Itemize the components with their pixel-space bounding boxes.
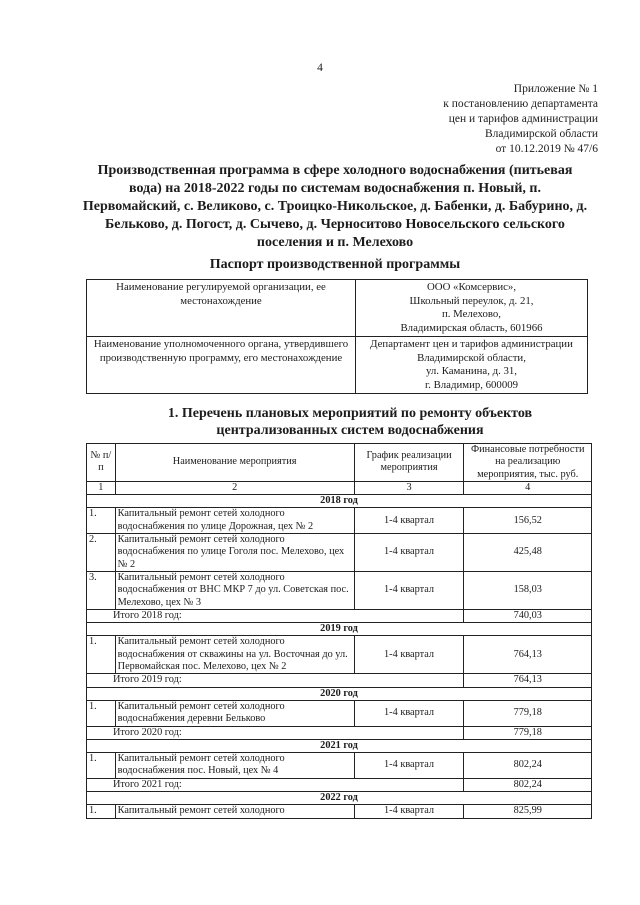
table-row	[87, 508, 592, 534]
item-amount: 764,13	[464, 636, 592, 674]
page-number: 4	[317, 62, 323, 74]
passport-value-line: Владимирской области,	[417, 351, 526, 364]
item-num: 1.	[87, 805, 116, 818]
total-value: 740,03	[464, 609, 592, 622]
total-value: 779,18	[464, 726, 592, 739]
year-label: 2018 год	[87, 495, 592, 508]
passport-value-line: Владимирская область, 601966	[400, 321, 543, 334]
total-value: 802,24	[464, 778, 592, 791]
item-schedule: 1-4 квартал	[354, 534, 464, 572]
header-name: Наименование мероприятия	[115, 444, 354, 482]
total-label: Итого 2018 год:	[87, 609, 464, 622]
item-amount: 156,52	[464, 508, 592, 534]
year-label: 2020 год	[87, 687, 592, 700]
item-amount: 802,24	[464, 753, 592, 779]
passport-value-line: г. Владимир, 600009	[424, 378, 519, 391]
year-row	[87, 792, 592, 805]
passport-table	[86, 279, 588, 394]
item-num: 2.	[87, 534, 116, 572]
total-row	[87, 726, 592, 739]
appendix-line: Владимирской области	[484, 128, 598, 140]
table-row	[87, 805, 592, 818]
item-schedule: 1-4 квартал	[354, 571, 464, 609]
year-row	[87, 687, 592, 700]
item-num: 1.	[87, 508, 116, 534]
document-title: Производственная программа в сфере холодного водоснабжения (питьевая вода) на 2018-2022 годы по системам водоснабжения п. Новый, п. Первомайский, с. Великово, с. Троицко-Никольское, д. Бабенки, д. Бабурино, д. Бельково, д. Погост, д. Сычево, д. Черноситово Новосельского сельского поселения и п. Мелехово	[82, 163, 588, 250]
table-row	[87, 571, 592, 609]
table-row	[87, 753, 592, 779]
passport-value	[356, 280, 588, 337]
year-row	[87, 623, 592, 636]
year-label: 2021 год	[87, 739, 592, 752]
passport-value-line: ООО «Комсервис»,	[426, 281, 517, 293]
year-row	[87, 495, 592, 508]
table-row	[87, 636, 592, 674]
item-name: Капитальный ремонт сетей холодного водоснабжения по улице Дорожная, цех № 2	[115, 508, 354, 534]
table-row	[87, 700, 592, 726]
item-num: 1.	[87, 636, 116, 674]
item-schedule: 1-4 квартал	[354, 805, 464, 818]
total-value: 764,13	[464, 674, 592, 687]
passport-label: Наименование регулируемой организации, ее местонахождение	[87, 280, 356, 337]
item-amount: 425,48	[464, 534, 592, 572]
header-finance: Финансовые потребности на реализацию мероприятия, тыс. руб.	[464, 444, 592, 482]
table-row	[87, 534, 592, 572]
item-name: Капитальный ремонт сетей холодного водоснабжения от ВНС МКР 7 до ул. Советская пос. Мелехово, цех № 3	[115, 571, 354, 609]
total-label: Итого 2020 год:	[87, 726, 464, 739]
item-name: Капитальный ремонт сетей холодного водоснабжения по улице Гоголя пос. Мелехово, цех № 2	[115, 534, 354, 572]
header-schedule: График реализации мероприятия	[354, 444, 464, 482]
total-row	[87, 674, 592, 687]
column-number: 2	[115, 481, 354, 494]
passport-row	[87, 337, 588, 394]
item-schedule: 1-4 квартал	[354, 508, 464, 534]
passport-value	[356, 337, 588, 394]
year-label: 2022 год	[87, 792, 592, 805]
item-name: Капитальный ремонт сетей холодного водоснабжения пос. Новый, цех № 4	[115, 753, 354, 779]
item-num: 3.	[87, 571, 116, 609]
section-title-line: централизованных систем водоснабжения	[216, 423, 484, 438]
column-number-row	[87, 481, 592, 494]
section-title	[80, 405, 620, 439]
appendix-line: цен и тарифов администрации	[448, 113, 598, 125]
total-label: Итого 2021 год:	[87, 778, 464, 791]
item-name: Капитальный ремонт сетей холодного	[115, 805, 354, 818]
appendix-line: Приложение № 1	[513, 83, 598, 95]
item-name: Капитальный ремонт сетей холодного водоснабжения от скважины на ул. Восточная до ул. Первомайская пос. Мелехово, цех № 2	[115, 636, 354, 674]
total-label: Итого 2019 год:	[87, 674, 464, 687]
passport-value-line: п. Мелехово,	[442, 308, 501, 320]
total-row	[87, 609, 592, 622]
passport-label: Наименование уполномоченного органа, утвердившего производственную программу, его местонахождение	[87, 337, 356, 394]
item-amount: 825,99	[464, 805, 592, 818]
appendix-line: к постановлению департамента	[443, 98, 598, 110]
passport-title: Паспорт производственной программы	[209, 257, 461, 272]
passport-row	[87, 280, 588, 337]
column-number: 1	[87, 481, 116, 494]
passport-value-line: Департамент цен и тарифов администрации	[370, 338, 573, 350]
total-row	[87, 778, 592, 791]
item-schedule: 1-4 квартал	[354, 753, 464, 779]
item-name: Капитальный ремонт сетей холодного водоснабжения деревни Бельково	[115, 700, 354, 726]
passport-value-line: Школьный переулок, д. 21,	[409, 294, 534, 307]
appendix-line: от 10.12.2019 № 47/6	[495, 143, 598, 155]
plan-table	[86, 443, 592, 819]
item-num: 1.	[87, 700, 116, 726]
section-title-line: 1. Перечень плановых мероприятий по ремонту объектов	[167, 406, 533, 421]
header-num: № п/п	[87, 444, 116, 482]
item-amount: 158,03	[464, 571, 592, 609]
passport-value-line: ул. Каманина, д. 31,	[425, 365, 518, 377]
item-schedule: 1-4 квартал	[354, 636, 464, 674]
column-number: 3	[354, 481, 464, 494]
item-schedule: 1-4 квартал	[354, 700, 464, 726]
table-header-row	[87, 444, 592, 482]
appendix-block	[358, 82, 598, 157]
column-number: 4	[464, 481, 592, 494]
item-num: 1.	[87, 753, 116, 779]
year-label: 2019 год	[87, 623, 592, 636]
item-amount: 779,18	[464, 700, 592, 726]
year-row	[87, 739, 592, 752]
